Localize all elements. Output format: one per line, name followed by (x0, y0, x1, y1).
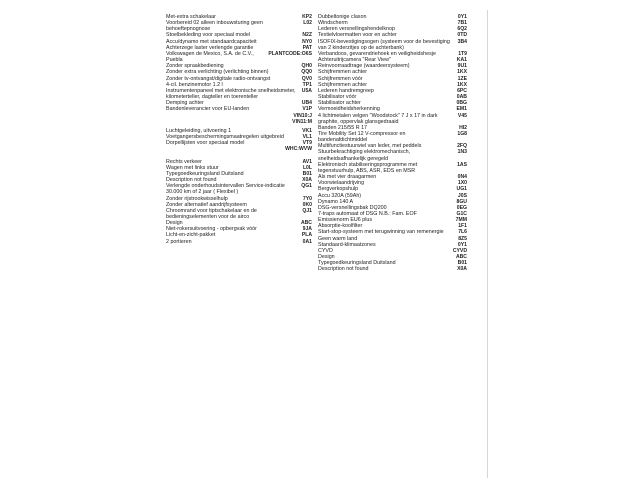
option-row (166, 119, 312, 125)
option-code: 1ZE (457, 75, 467, 82)
option-code: ABC (300, 220, 312, 227)
page-edge-line (487, 10, 488, 478)
option-description: Standaard-klimaatzones (318, 241, 376, 248)
option-description: Vermoeidheidsherkenning (318, 106, 380, 113)
option-description: Lederen handremgreep (318, 87, 374, 94)
option-description: Start-stop-systeem met terugwinning van remenergie (318, 229, 444, 236)
option-row (166, 106, 312, 112)
option-code: 2FQ (457, 143, 467, 150)
option-description: Accu/dynamo met standaardcapaciteit (166, 38, 257, 45)
option-code: U5A (301, 87, 312, 94)
option-code: 1F1 (458, 223, 467, 230)
option-row (318, 162, 467, 174)
option-description: Zonder spraakbediening (166, 63, 224, 70)
option-description: Stoelbekleding voor speciaal model (166, 32, 251, 39)
option-code: 7B1 (457, 20, 467, 27)
option-code: 0EG (456, 204, 467, 211)
option-description: Zonder tv-ontvangst/digitale radio-ontvangst (166, 75, 271, 82)
option-code: PLANTCODE:O6S (268, 50, 312, 57)
option-row (318, 39, 467, 51)
option-description: Schijfremmen vóór (318, 75, 363, 82)
option-code: QV0 (301, 75, 312, 82)
option-description: Zonder rijstrookwisselhulp (166, 195, 228, 202)
option-description: 7-traps automaat of DSG N.B.: Fam. EOF (318, 211, 417, 217)
option-description: Schijfremmen achter (318, 81, 368, 88)
option-code: HI2 (459, 124, 467, 131)
option-code: PAT (302, 44, 312, 51)
option-code: 6Q2 (457, 26, 467, 33)
option-description: Multifunctiestuurwiel van leder, met peddels (318, 143, 422, 150)
option-code: KP2 (302, 14, 312, 20)
option-description: Elektronisch stabiliseringsprogramme met tegenstuurhulp, ABS, ASR, EDS en MSR (318, 161, 418, 174)
option-code: L0L (302, 164, 312, 171)
option-code: G1C (456, 211, 467, 217)
option-code: KA1 (456, 57, 467, 64)
option-code: UG1 (456, 186, 467, 193)
option-code: 0TD (457, 32, 467, 39)
option-description: Stabilisator vóór (318, 94, 357, 101)
option-description: Emissienorm EU6 plus (318, 217, 373, 224)
option-code: X0A (302, 177, 312, 184)
option-code: VL1 (302, 133, 312, 140)
option-code: QH0 (301, 63, 312, 70)
option-description: Design (318, 254, 335, 261)
option-row (318, 149, 467, 161)
option-code: QJ1 (302, 207, 312, 214)
option-code: 1T9 (458, 50, 467, 57)
option-description: Stuurbekrachtiging elektromechanisch, snelheidsafhankelijk geregeld (318, 149, 411, 162)
option-code: TP1 (302, 81, 312, 88)
option-code: EM1 (456, 106, 467, 113)
option-row (318, 113, 467, 125)
option-description: 4 lichtmetalen velgen "Woodstock" 7 J x 17 in dark graphite, oppervlak glansgedraaid (318, 112, 438, 125)
option-description: Tire Mobility Set 12 V-compressor en bandenafdichtmiddel (318, 130, 406, 144)
option-description: Absorptie-koolfilter (318, 223, 363, 230)
option-description: Description not found (166, 177, 217, 184)
option-description: CYVD (318, 247, 333, 254)
option-code: 0Y1 (457, 241, 467, 248)
option-description: Niet-rokersuitvoering - opbergvak vóór (166, 226, 257, 233)
option-description: Dorpellijsten voor speciaal model (166, 140, 245, 147)
option-description: Bandenleverancier voor EU-landen (166, 106, 250, 113)
option-description: DSG-versnellingsbak DQ200 (318, 204, 387, 211)
option-code: 9U1 (457, 63, 467, 70)
option-code: WHC:WVW (285, 146, 312, 153)
option-description: Rechts verkeer (166, 158, 202, 165)
option-code: CYVD (452, 247, 467, 254)
option-description: Design (166, 220, 183, 227)
option-description: Bergverkopshulp (318, 186, 359, 193)
option-code: V45 (457, 112, 467, 119)
option-code: 0K0 (302, 201, 312, 208)
option-code: 8Z5 (458, 235, 467, 242)
option-code: QQ0 (301, 69, 312, 76)
option-description: 4-cil. benzinemotor 1.2 l (166, 81, 223, 88)
option-description: Chroomrand voor tiptschakelaar en de bedieningselementen voor de airco (166, 207, 257, 220)
option-code: V1P (302, 106, 312, 113)
option-code: 9JA (302, 226, 312, 233)
option-description: Demping achter (166, 100, 204, 107)
option-description: Dubbeltonige claxon (318, 14, 367, 20)
option-code: QG1 (301, 183, 312, 190)
option-code: 1KX (457, 81, 467, 88)
option-description: Verbandoos, gevarendriehoek en veiligheidshesje (318, 50, 436, 57)
option-description: Licht-en-zicht-pakket (166, 232, 216, 239)
option-code: 1AS (457, 161, 467, 168)
option-description: Luchtgeleiding, uitvoering 1 (166, 127, 232, 134)
option-description: Stabilisator achter (318, 100, 361, 107)
option-description: Achterzege laster verlengde garantie (166, 44, 254, 51)
option-description: Voorbereid 02 alleen inbouwsturing geen behoeftepnognose (166, 20, 263, 33)
option-description: ISOFIX-bevestigingsogen (systeem voor de bevestiging van 2 kinderzitjes op de achterbank) (318, 38, 450, 51)
option-code: 1KX (457, 69, 467, 76)
option-description: Wagen met links stuur (166, 164, 219, 171)
option-code: B01 (302, 170, 312, 177)
option-description: Voetgangersbeschermingsmaatregelen uitgebreid (166, 133, 284, 140)
option-code: 7L6 (458, 229, 467, 236)
option-description: Achteruitrijcamera "Rear View" (318, 57, 391, 64)
option-code: 7Y0 (302, 195, 312, 202)
option-code: 1X0 (457, 180, 467, 187)
option-row (318, 266, 467, 272)
option-code: PLA (301, 232, 312, 239)
option-description: Voorwielaandrijving (318, 180, 365, 187)
option-description: Reinvoorraadtrage (waardeersysteem) (318, 63, 410, 70)
option-description: Banden 215/55 R 17 (318, 124, 368, 131)
option-code: VT9 (302, 140, 312, 147)
option-description: Typegoedkeuringsland Duitsland (318, 260, 396, 267)
option-description: Als met vier draagarmen (318, 174, 377, 181)
option-code: 1G8 (457, 130, 467, 137)
option-code: 6PC (457, 87, 467, 94)
option-code: VIN10:J (293, 112, 312, 119)
option-code: 1N3 (457, 149, 467, 156)
option-description: Schijfremmen achter (318, 69, 368, 76)
option-description: Windscherm (318, 20, 348, 27)
option-description: Textielvloermatten voor en achter (318, 32, 397, 39)
option-code: ABC (455, 254, 467, 261)
option-description: Dynamo 140 A (318, 198, 354, 205)
option-description: Zonder alternatief aandrijfsysteem (166, 201, 247, 208)
option-code: N2Z (302, 32, 312, 39)
option-code: 0Y1 (457, 14, 467, 20)
option-code: J0S (457, 192, 467, 199)
option-description: 2 portieren (166, 238, 192, 245)
option-code: X0A (457, 266, 467, 273)
option-description: Zonder extra verlichting (verlichting binnen) (166, 69, 269, 76)
option-code: 0A1 (302, 238, 312, 245)
option-description: Description not found (318, 266, 369, 273)
option-description: Met-extra schakelaar (166, 14, 216, 20)
option-code: 3B4 (457, 38, 467, 45)
option-row (166, 51, 312, 63)
option-description: Verlengde onderhoudsintervallen Service-indicatie 30.000 km of 2 jaar ( Flexibel ) (166, 183, 285, 196)
option-code: 7MM (455, 217, 467, 224)
option-code: B01 (457, 260, 467, 267)
option-code: 0N4 (457, 174, 467, 181)
option-code: NY0 (302, 38, 312, 45)
option-code: VK1 (302, 127, 312, 134)
option-row (318, 131, 467, 143)
option-code: 8GU (456, 198, 467, 205)
option-code: 0AB (456, 94, 467, 101)
option-code: L02 (303, 20, 312, 27)
option-row (166, 88, 312, 100)
option-description: Lederen versnellingshendelknop (318, 26, 395, 33)
option-code: AV1 (302, 158, 312, 165)
option-description: Geen warm land (318, 235, 358, 242)
equipment-list-right (318, 14, 467, 273)
option-row (166, 239, 312, 245)
option-code: VIN11:M (292, 118, 312, 125)
option-row (166, 208, 312, 220)
option-row (166, 146, 312, 152)
option-description: Typegoedkeuringsland Duitsland (166, 170, 244, 177)
equipment-list-left (166, 14, 312, 245)
option-description: Accu 320A (59Ah) (318, 192, 362, 199)
option-description: Instrumentenpaneel met elektronische snelheidsmeter, kilometerteller, dagteller en toerenteller (166, 87, 296, 101)
option-description: Volkswagen de Mexico, S.A. de C.V., Puebla (166, 50, 254, 64)
option-code: UB4 (301, 100, 312, 107)
option-row (166, 20, 312, 32)
option-code: 0BG (456, 100, 467, 107)
option-row (166, 183, 312, 195)
